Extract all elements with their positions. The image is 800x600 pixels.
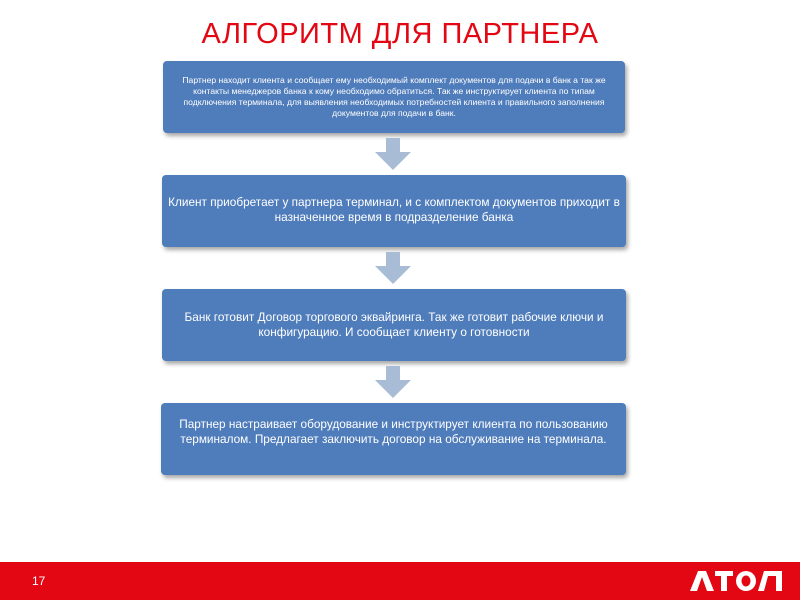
slide-title: АЛГОРИТМ ДЛЯ ПАРТНЕРА	[201, 18, 599, 50]
arrow-down-icon	[375, 138, 411, 170]
arrow-down-icon	[375, 366, 411, 398]
flow-step-1-text: Партнер находит клиента и сообщает ему необходимый комплект документов для подачи в банк а так же контакты менеджеров банка к кому необходимо обратиться. Так же инструктирует клиента по типам подключения терминала, для выявления необходимых потребностей клиента и правильного заполнения документов для подачи в банк.	[182, 75, 606, 118]
atol-logo	[690, 569, 782, 593]
flow-step-4-text: Партнер настраивает оборудование и инструктирует клиента по пользованию терминалом. Предлагает заключить договор на обслуживание на терминала.	[179, 417, 608, 446]
flow-step-4	[161, 403, 626, 475]
arrow-down-icon	[375, 252, 411, 284]
flow-step-2	[162, 175, 626, 247]
flow-step-3	[162, 289, 626, 361]
flow-step-3-text: Банк готовит Договор торгового эквайринга. Так же готовит рабочие ключи и конфигурацию. И сообщает клиенту о готовности	[184, 310, 604, 339]
footer-bar	[0, 562, 800, 600]
flow-step-1	[163, 61, 625, 133]
slide-number: 17	[32, 574, 46, 588]
flow-step-2-text: Клиент приобретает у партнера терминал, и с комплектом документов приходит в назначенное время в подразделение банка	[168, 195, 620, 224]
